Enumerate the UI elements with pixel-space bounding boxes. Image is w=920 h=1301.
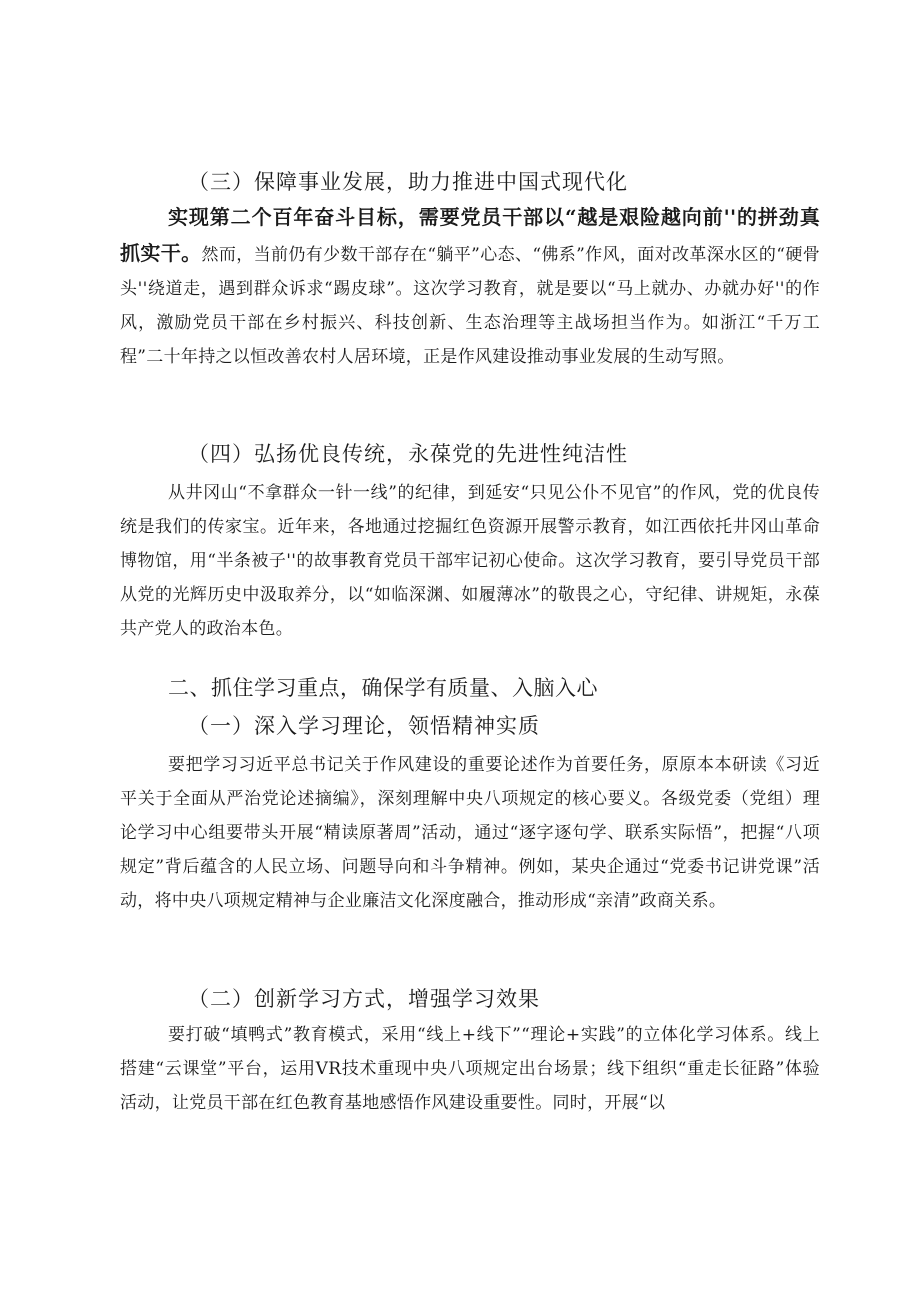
part-2-section-2-heading: （二）创新学习方式，增强学习效果 bbox=[188, 987, 540, 1011]
section-3-heading: （三）保障事业发展，助力推进中国式现代化 bbox=[188, 170, 628, 194]
section-3-lead-sentence: 实现第二个百年奋斗目标，需要党员干部以“越是艰险越向前''的拼劲真抓实干。 bbox=[120, 205, 820, 265]
part-2-section-2-paragraph: 要打破“填鸭式”教育模式，采用“线上+线下”“理论+实践”的立体化学习体系。线上搭建“云课堂”平台，运用VR技术重现中央八项规定出台场景；线下组织“重走长征路”体验活动，让党员干部在红色教育基地感悟作风建设重要性。同时，开展“以 bbox=[120, 1025, 820, 1113]
part-2-section-1-heading: （一）深入学习理论，领悟精神实质 bbox=[188, 714, 540, 738]
section-4-heading: （四）弘扬优良传统，永葆党的先进性纯洁性 bbox=[188, 442, 628, 466]
part-2-section-1-paragraph: 要把学习习近平总书记关于作风建设的重要论述作为首要任务，原原本本研读《习近平关于全面从严治党论述摘编》，深刻理解中央八项规定的核心要义。各级党委（党组）理论学习中心组要带头开展“精读原著周”活动，通过“逐字逐句学、联系实际悟”，把握“八项规定”背后蕴含的人民立场、问题导向和斗争精神。例如，某央企通过“党委书记讲党课”活动，将中央八项规定精神与企业廉洁文化深度融合，推动形成“亲清”政商关系。 bbox=[120, 755, 820, 911]
section-4-paragraph: 从井冈山“不拿群众一针一线”的纪律，到延安“只见公仆不见官”的作风，党的优良传统是我们的传家宝。近年来，各地通过挖掘红色资源开展警示教育，如江西依托井冈山革命博物馆，用“半条被子''的故事教育党员干部牢记初心使命。这次学习教育，要引导党员干部从党的光辉历史中汲取养分，以“如临深渊、如履薄冰”的敬畏之心，守纪律、讲规矩，永葆共产党人的政治本色。 bbox=[120, 483, 820, 639]
part-2-heading: 二、抓住学习重点，确保学有质量、入脑入心 bbox=[168, 676, 598, 700]
section-3-body-text: 然而，当前仍有少数干部存在“躺平”心态、“佛系”作风，面对改革深水区的“硬骨头''绕道走，遇到群众诉求“踢皮球”。这次学习教育，就是要以“马上就办、办就办好''的作风，激励党员干部在乡村振兴、科技创新、生态治理等主战场担当作为。如浙江“千万工程”二十年持之以恒改善农村人居环境，正是作风建设推动事业发展的生动写照。 bbox=[120, 245, 821, 367]
section-3-paragraph bbox=[120, 200, 820, 374]
